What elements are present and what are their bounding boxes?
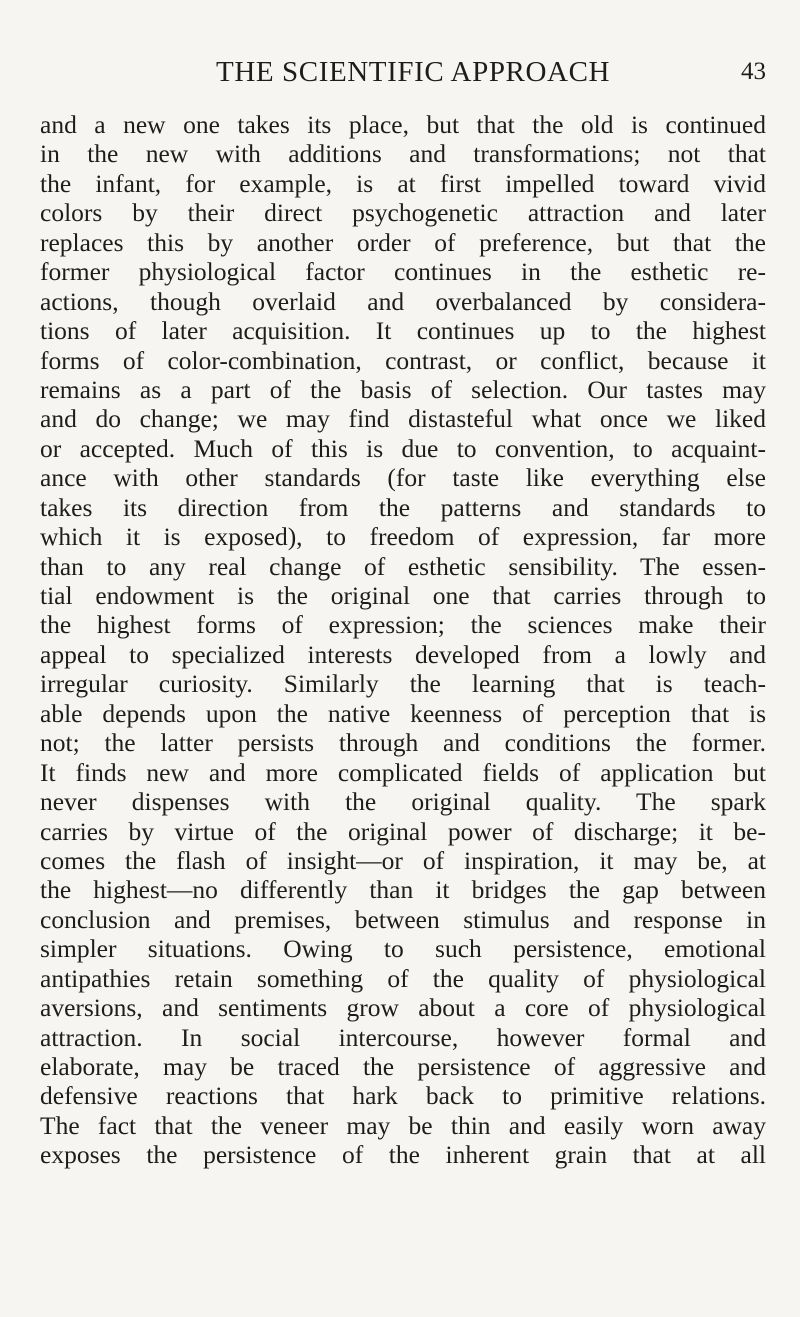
text-line: elaborate, may be traced the persistence of aggressive and bbox=[40, 1052, 766, 1081]
text-line: the infant, for example, is at first impelled toward vivid bbox=[40, 168, 766, 198]
text-line: antipathies retain something of the quality of physiological bbox=[40, 963, 766, 993]
text-line: ance with other standards (for taste like everything else bbox=[40, 463, 766, 493]
text-line: than to any real change of esthetic sensibility. The essen- bbox=[40, 551, 766, 581]
text-line: in the new with additions and transformations; not that bbox=[40, 139, 766, 169]
text-line: attraction. In social intercourse, however formal and bbox=[40, 1022, 766, 1052]
text-line: carries by virtue of the original power of discharge; it be- bbox=[40, 816, 766, 846]
text-line: It finds new and more complicated fields of application but bbox=[40, 757, 766, 787]
text-line: The fact that the veneer may be thin and easily worn away bbox=[40, 1110, 766, 1140]
text-line: tial endowment is the original one that carries through to bbox=[40, 581, 766, 610]
text-line: remains as a part of the basis of selection. Our tastes may bbox=[40, 374, 766, 404]
text-line: appeal to specialized interests developed from a lowly and bbox=[40, 639, 766, 669]
text-line: tions of later acquisition. It continues up to the highest bbox=[40, 316, 766, 346]
page-number: 43 bbox=[741, 58, 766, 85]
text-line: takes its direction from the patterns and standards to bbox=[40, 492, 766, 522]
body-paragraph bbox=[40, 110, 766, 1170]
running-title: THE SCIENTIFIC APPROACH bbox=[216, 56, 611, 88]
text-line: never dispenses with the original quality. The spark bbox=[40, 787, 766, 817]
text-line: colors by their direct psychogenetic attraction and later bbox=[40, 198, 766, 228]
text-line: aversions, and sentiments grow about a core of physiological bbox=[40, 993, 766, 1023]
running-head bbox=[40, 52, 766, 92]
text-line: comes the flash of insight—or of inspiration, it may be, at bbox=[40, 845, 766, 875]
text-line: or accepted. Much of this is due to convention, to acquaint- bbox=[40, 433, 766, 463]
text-line: conclusion and premises, between stimulus and response in bbox=[40, 904, 766, 934]
text-line: able depends upon the native keenness of perception that is bbox=[40, 698, 766, 728]
text-line: replaces this by another order of preference, but that the bbox=[40, 227, 766, 257]
text-line: not; the latter persists through and conditions the former. bbox=[40, 728, 766, 758]
text-line: and do change; we may find distasteful what once we liked bbox=[40, 404, 766, 434]
text-line: defensive reactions that hark back to primitive relations. bbox=[40, 1081, 766, 1111]
text-line: the highest forms of expression; the sciences make their bbox=[40, 610, 766, 640]
text-line: the highest—no differently than it bridges the gap between bbox=[40, 875, 766, 905]
text-line: forms of color-combination, contrast, or conflict, because it bbox=[40, 345, 766, 375]
text-line: actions, though overlaid and overbalanced by considera- bbox=[40, 286, 766, 316]
text-line: former physiological factor continues in the esthetic re- bbox=[40, 257, 766, 287]
text-line: exposes the persistence of the inherent grain that at all bbox=[40, 1140, 766, 1170]
text-line: which it is exposed), to freedom of expression, far more bbox=[40, 522, 766, 552]
text-line: simpler situations. Owing to such persistence, emotional bbox=[40, 934, 766, 964]
text-line: irregular curiosity. Similarly the learning that is teach- bbox=[40, 669, 766, 699]
text-line: and a new one takes its place, but that the old is continued bbox=[40, 110, 766, 139]
